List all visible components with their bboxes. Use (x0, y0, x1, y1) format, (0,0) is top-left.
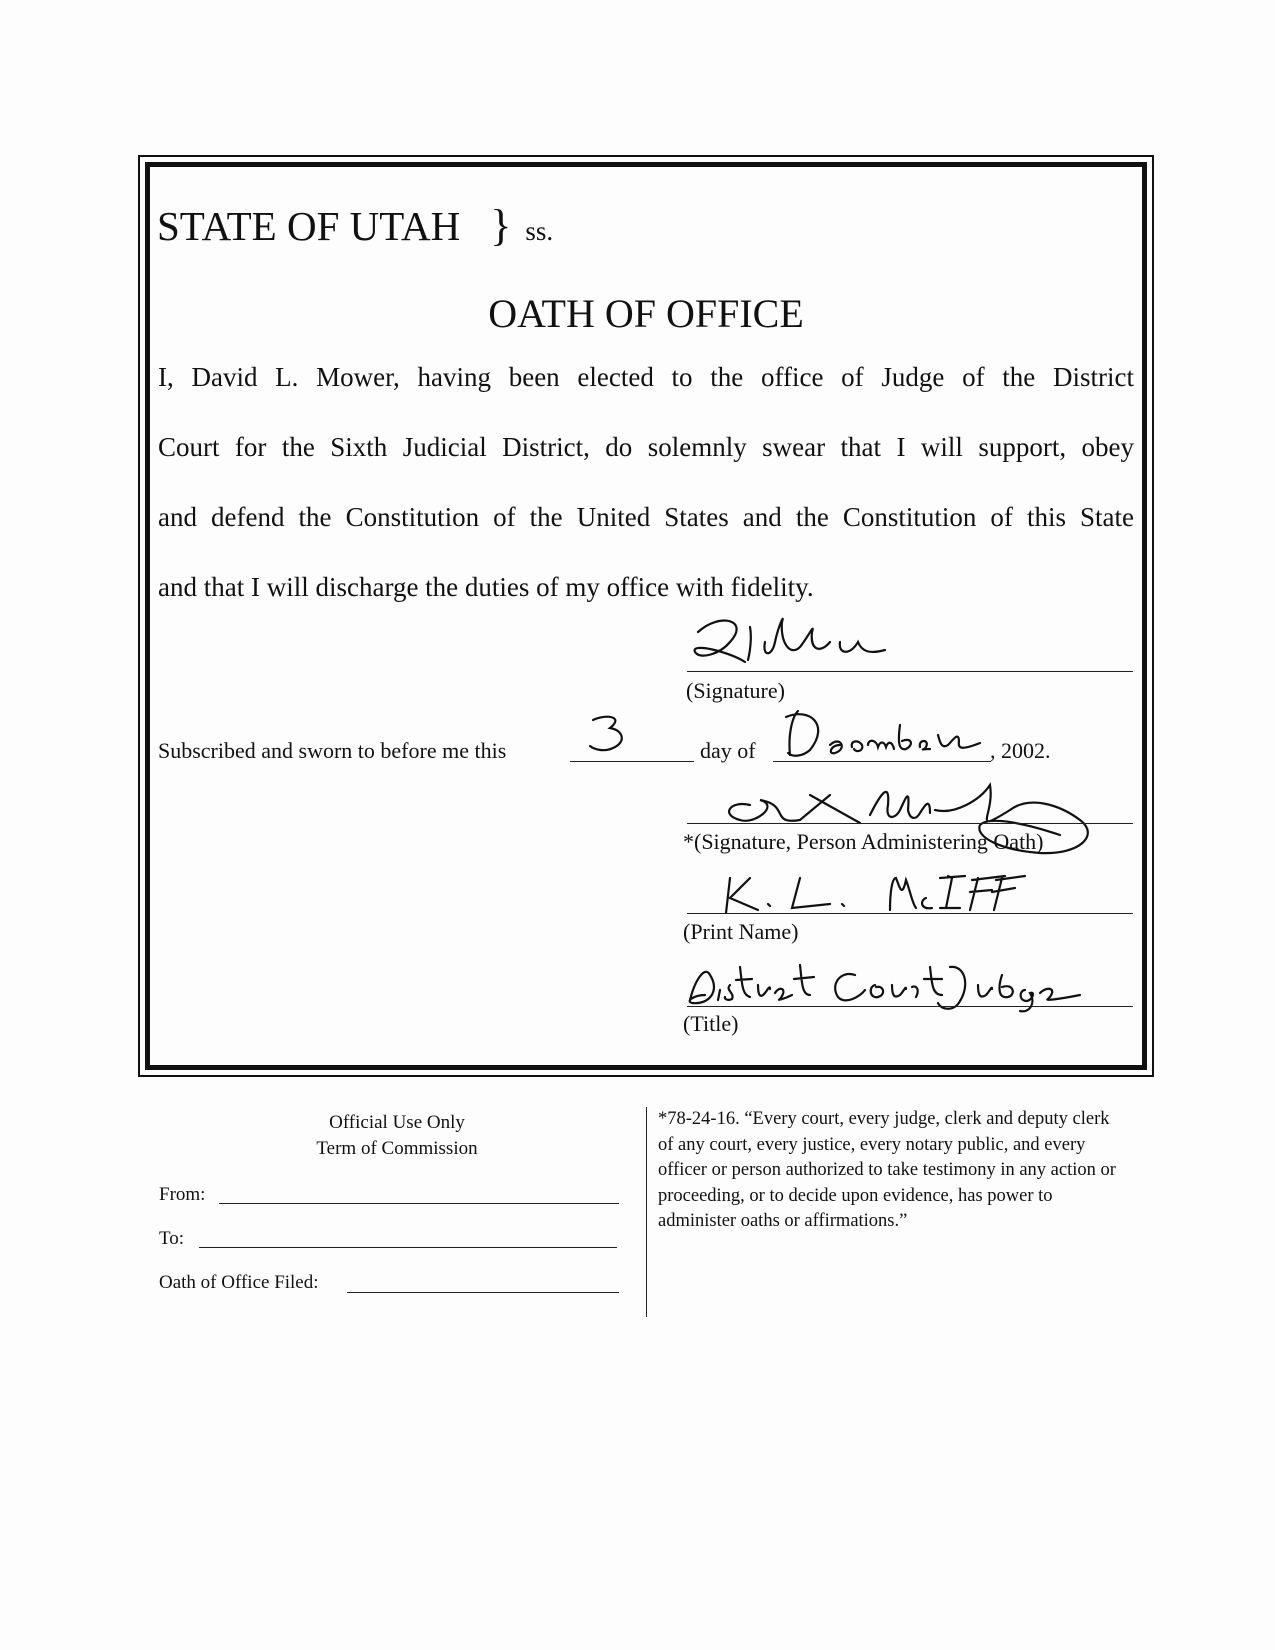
sworn-statement (158, 738, 506, 764)
administrator-signature-line (687, 823, 1133, 824)
brace-symbol: } (490, 201, 512, 250)
oath-filed-field[interactable] (347, 1292, 619, 1293)
sworn-prefix: Subscribed and sworn to before me this (158, 738, 507, 763)
term-of-commission-heading: Term of Commission (316, 1138, 478, 1159)
day-of-label: day of (700, 738, 756, 763)
oath-line-3: and defend the Constitution of the United States and the Constitution of this State (158, 502, 1134, 532)
statute-footnote: *78-24-16. “Every court, every judge, clerk and deputy clerk of any court, every justice, every notary public, and every officer or person authorized to take testimony in any action or proceeding, or to decide upon evidence, has power to administer oaths or affirmations.” (658, 1109, 1116, 1231)
print-name-line (687, 913, 1133, 914)
day-handwritten (585, 712, 645, 762)
month-handwritten (780, 705, 1000, 770)
from-label: From: (159, 1184, 206, 1205)
signature-caption: (Signature) (686, 678, 785, 703)
administrator-caption: *(Signature, Person Administering Oath) (683, 829, 1044, 854)
from-field[interactable] (219, 1203, 619, 1204)
oath-line-2: Court for the Sixth Judicial District, do solemnly swear that I will support, obey (158, 432, 1134, 462)
oath-line-1: I, David L. Mower, having been elected to the office of Judge of the District (158, 362, 1134, 392)
venue-heading (157, 200, 553, 251)
official-use-heading: Official Use Only (329, 1112, 465, 1133)
oath-line-4: and that I will discharge the duties of my office with fidelity. (158, 572, 814, 602)
print-name-caption: (Print Name) (683, 919, 799, 944)
to-label: To: (159, 1228, 185, 1249)
year-suffix: , 2002. (990, 738, 1051, 763)
oath-taker-signature (690, 612, 910, 687)
title-caption: (Title) (683, 1011, 739, 1036)
title-handwritten (680, 955, 1140, 1020)
title-line (687, 1006, 1133, 1007)
state-name: STATE OF UTAH (157, 203, 461, 249)
oath-filed-label: Oath of Office Filed: (159, 1272, 319, 1293)
to-field[interactable] (199, 1247, 617, 1248)
signature-line (687, 671, 1133, 672)
official-use-section (157, 1110, 637, 1162)
document-title: OATH OF OFFICE (488, 291, 804, 336)
section-divider (646, 1107, 647, 1317)
ss-abbreviation: ss. (525, 216, 554, 246)
